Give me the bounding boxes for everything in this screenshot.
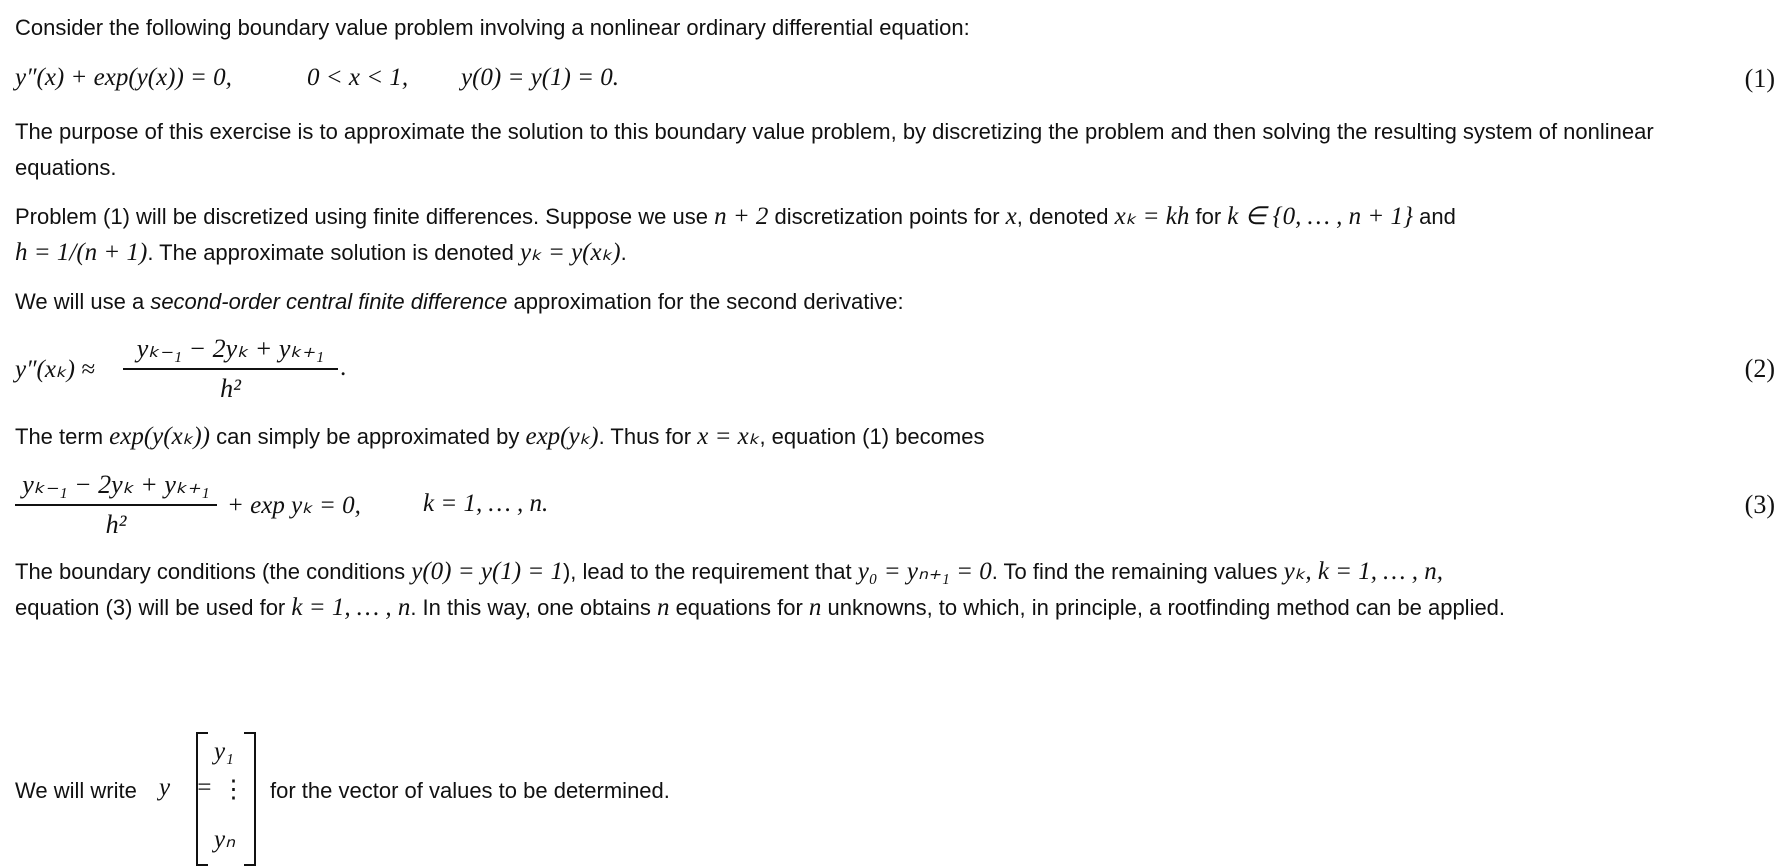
math-exp-yk: exp(yₖ) bbox=[525, 423, 599, 450]
vector-entry-bottom: yₙ bbox=[214, 826, 236, 853]
eq2-fraction bbox=[123, 334, 338, 404]
eq2-number: (2) bbox=[1744, 354, 1775, 383]
math-xk: xₖ = kh bbox=[1114, 203, 1190, 230]
eq1-domain: 0 < x < 1, bbox=[307, 64, 409, 91]
eq1-boundary: y(0) = y(1) = 0. bbox=[461, 64, 619, 91]
math-x: x bbox=[1005, 203, 1017, 230]
math-yk-range: yₖ, k = 1, … , n, bbox=[1283, 558, 1444, 585]
column-vector bbox=[196, 732, 256, 862]
eq3-number: (3) bbox=[1744, 490, 1775, 519]
left-bracket bbox=[196, 732, 208, 866]
eq1-number: (1) bbox=[1744, 64, 1775, 93]
central-difference-paragraph: We will use a second-order central finite difference approximation for the second derivative: bbox=[15, 289, 904, 314]
math-n: n bbox=[808, 594, 822, 621]
emphasis-term: second-order central finite difference bbox=[150, 289, 508, 314]
eq3-range: k = 1, … , n. bbox=[423, 490, 549, 517]
math-bc: y(0) = y(1) = 1 bbox=[411, 558, 563, 585]
vector-entry-top: y₁ bbox=[214, 738, 234, 765]
equation-3 bbox=[15, 470, 1775, 560]
math-h: h = 1/(n + 1) bbox=[15, 239, 148, 266]
math-n: n bbox=[656, 594, 670, 621]
vector-symbol: y⃗ = bbox=[159, 774, 213, 801]
discretization-paragraph: Problem (1) will be discretized using finite differences. Suppose we use n + 2 discretization points for x, denoted xₖ = kh for k ∈ {0, … , n + 1} and h = 1/(n + 1). The approximate solution is denoted yₖ = y(xₖ). bbox=[15, 203, 1456, 266]
math-n-plus-2: n + 2 bbox=[714, 203, 769, 230]
purpose-paragraph: The purpose of this exercise is to approximate the solution to this boundary value problem, by discretizing the problem and then solving the resulting system of nonlinear equations. bbox=[15, 119, 1654, 180]
eq3-rhs: + exp yₖ = 0, bbox=[227, 492, 361, 519]
eq2-numerator: yₖ₋₁ − 2yₖ + yₖ₊₁ bbox=[136, 334, 325, 363]
math-x-eq-xk: x = xₖ bbox=[697, 423, 760, 450]
eq2-period: . bbox=[340, 354, 347, 381]
vector-definition: We will write y⃗ = y₁ ⋮ yₙ for the vector of values to be determined. bbox=[15, 732, 1775, 867]
fraction-bar bbox=[15, 504, 217, 506]
fraction-bar bbox=[123, 368, 338, 370]
term-paragraph: The term exp(y(xₖ)) can simply be approximated by exp(yₖ). Thus for x = xₖ, equation (1) becomes bbox=[15, 423, 985, 450]
eq3-denominator: h² bbox=[105, 509, 127, 539]
intro-paragraph: Consider the following boundary value problem involving a nonlinear ordinary differential equation: bbox=[15, 15, 970, 40]
math-k-range: k = 1, … , n bbox=[291, 594, 411, 621]
math-k-set: k ∈ {0, … , n + 1} bbox=[1227, 203, 1413, 230]
equation-2 bbox=[15, 334, 1775, 424]
eq3-fraction bbox=[15, 470, 217, 540]
vector-entry-dots: ⋮ bbox=[221, 776, 246, 803]
math-exp-yxk: exp(y(xₖ)) bbox=[109, 423, 210, 450]
eq1-lhs: y″(x) + exp(y(x)) = 0, bbox=[15, 64, 232, 91]
eq2-lhs: y″(xₖ) ≈ bbox=[15, 356, 95, 383]
math-yk: yₖ = y(xₖ) bbox=[519, 239, 621, 266]
eq2-denominator: h² bbox=[220, 373, 241, 403]
boundary-paragraph: The boundary conditions (the conditions y(0) = y(1) = 1), lead to the requirement that y₀ = yₙ₊₁ = 0. To find the remaining values yₖ, k = 1, … , n, equation (3) will be used for k = 1, … , n. In this way, one obtains n equations for n unknowns, to which, in principle, a rootfinding method can be applied. bbox=[15, 558, 1506, 621]
eq3-numerator: yₖ₋₁ − 2yₖ + yₖ₊₁ bbox=[22, 470, 210, 499]
math-y0: y₀ = yₙ₊₁ = 0 bbox=[857, 558, 992, 585]
